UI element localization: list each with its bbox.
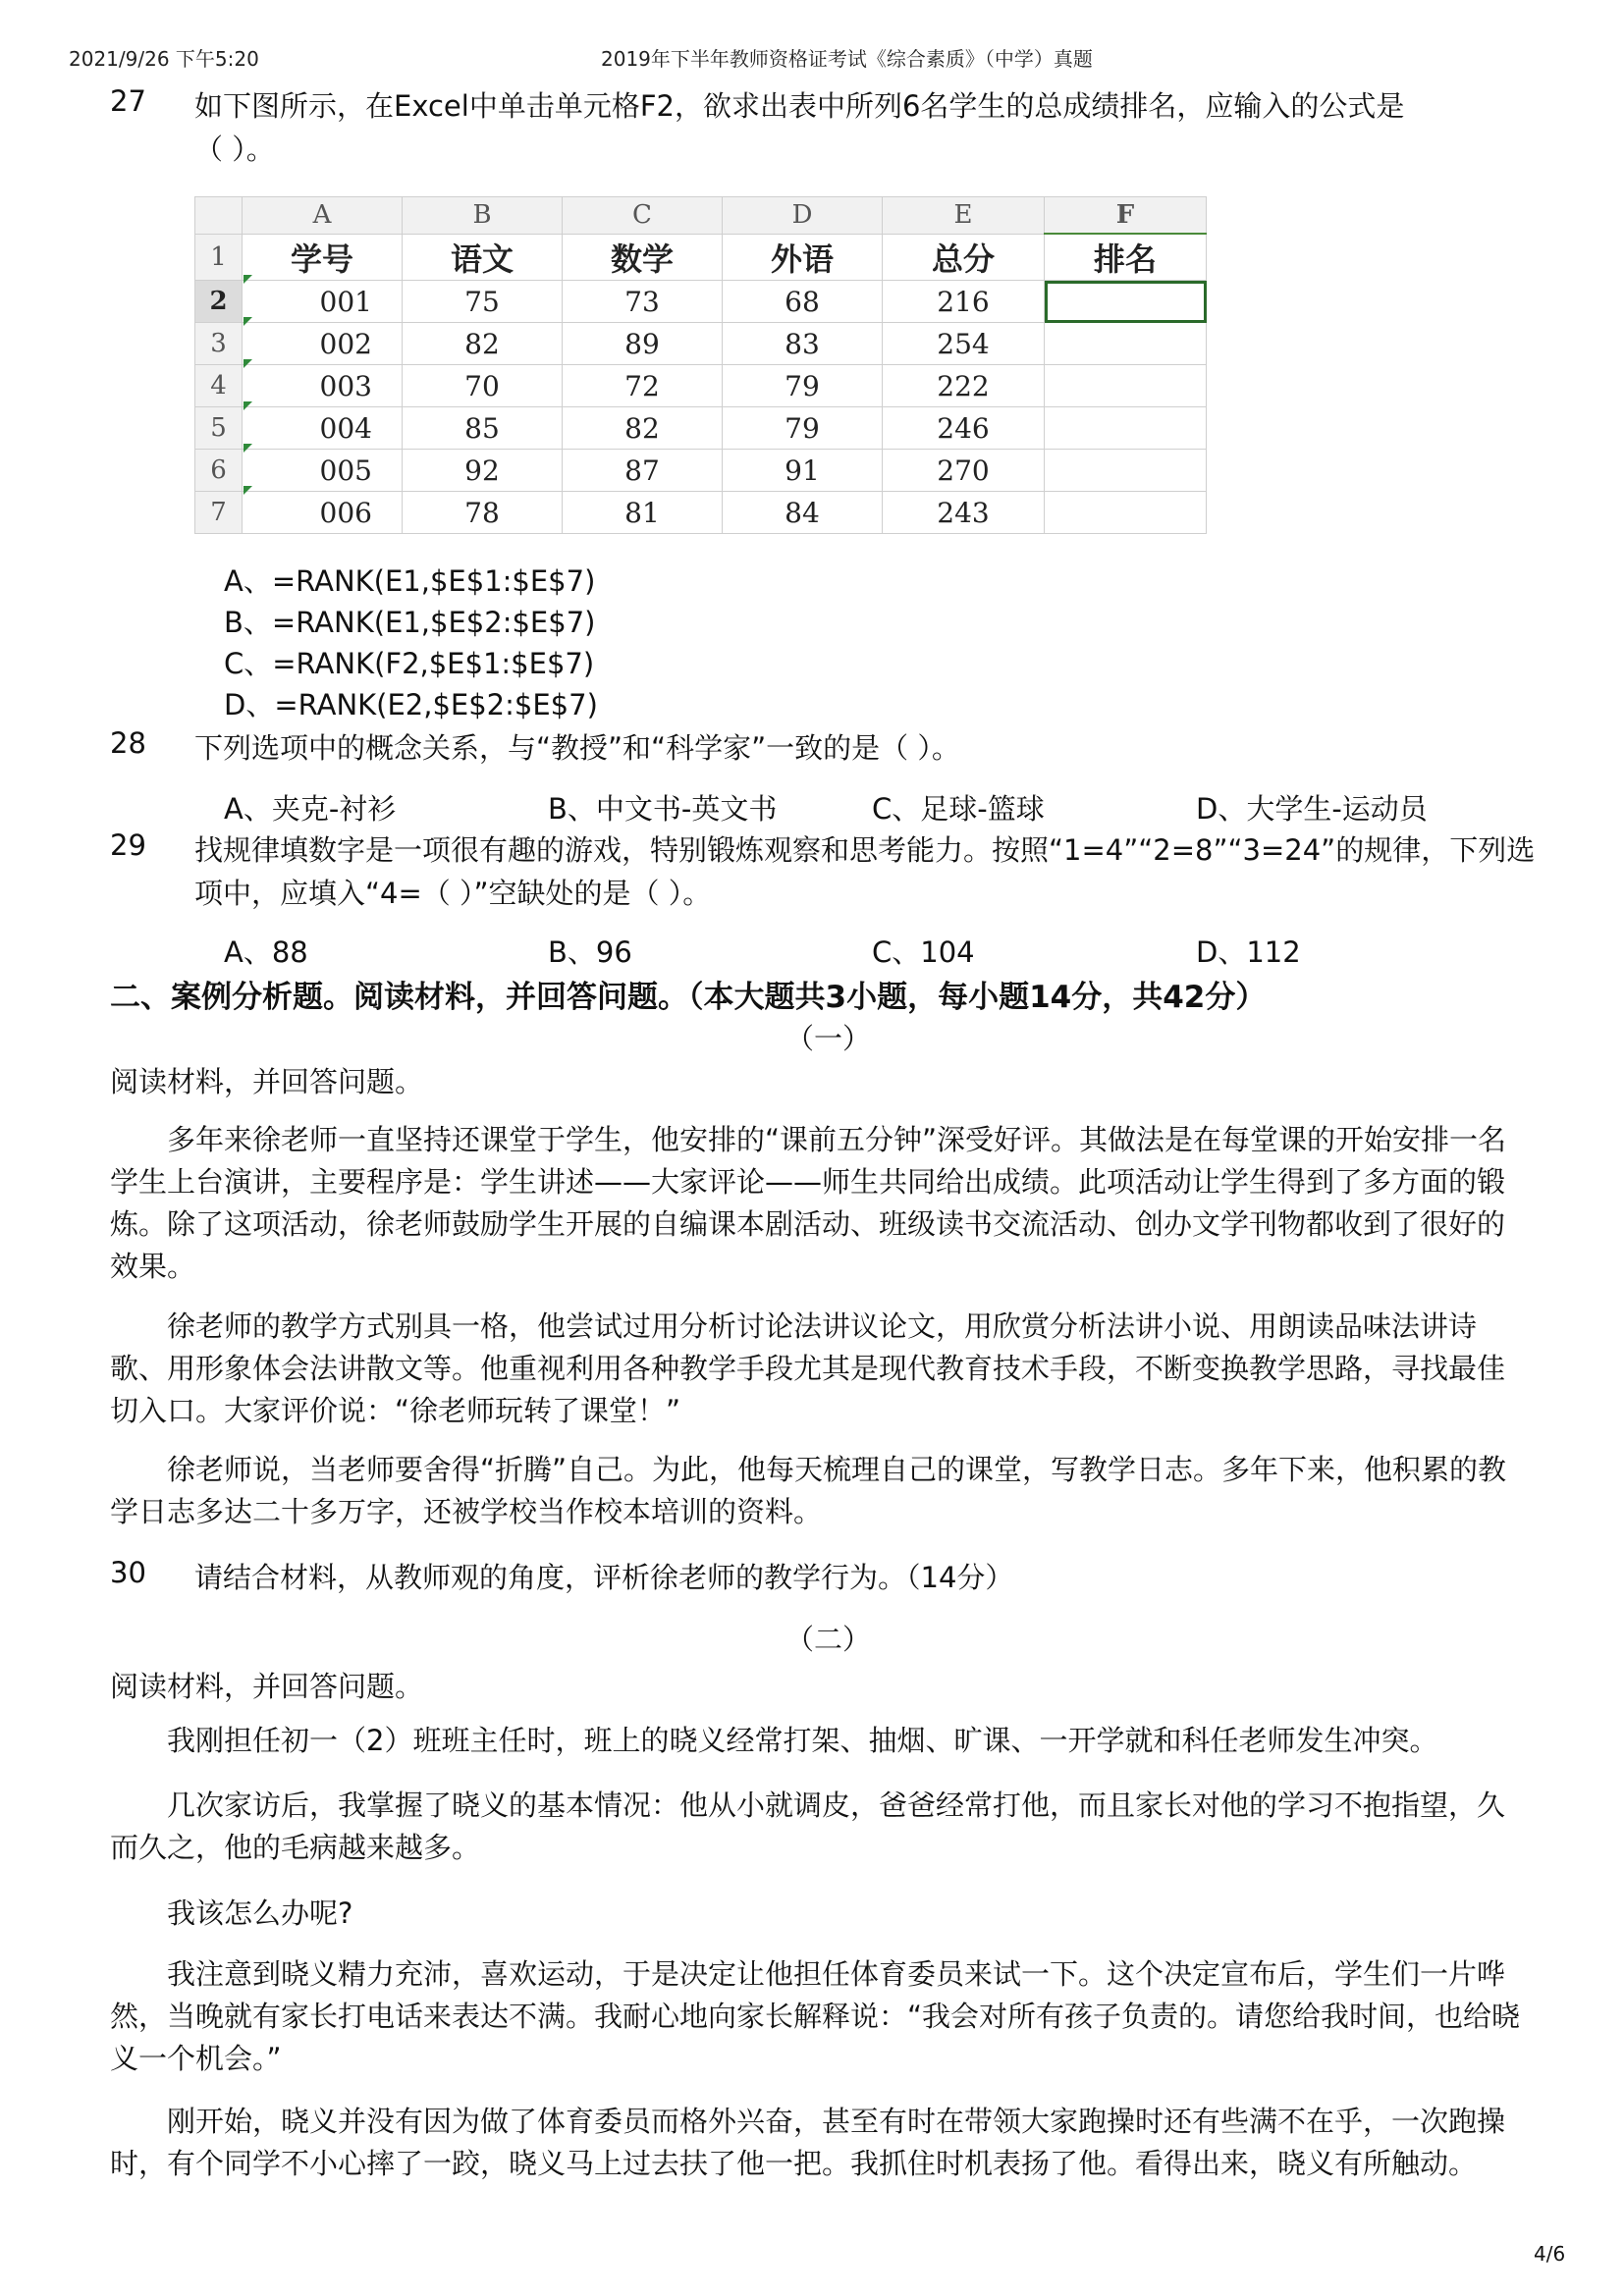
cell-c2[interactable]: 73 (563, 281, 723, 323)
column-header-f[interactable]: F (1045, 197, 1207, 235)
instruction-text: 阅读材料，并回答问题。 (110, 1065, 424, 1098)
option-c: C、104 (872, 935, 975, 969)
question-29-line2: 项中，应填入“4=（ ）”空缺处的是（ ）。 (194, 877, 712, 910)
cell-f3[interactable] (1045, 323, 1207, 365)
question-27-line2: （ ）。 (194, 133, 275, 166)
cell-c1[interactable]: 数学 (563, 234, 723, 281)
cell-d3[interactable]: 83 (723, 323, 883, 365)
table-row (195, 450, 1207, 492)
paragraph: 徐老师说，当老师要舍得“折腾”自己。为此，他每天梳理自己的课堂，写教学日志。多年下来，他积累的教学日志多达二十多万字，还被学校当作校本培训的资料。 (110, 1453, 1507, 1528)
table-row (195, 323, 1207, 365)
cell-a6[interactable]: 005 (243, 450, 403, 492)
paragraph: 徐老师的教学方式别具一格，他尝试过用分析讨论法讲议论文，用欣赏分析法讲小说、用朗读品味法讲诗歌、用形象体会法讲散文等。他重视利用各种教学手段尤其是现代教育技术手段，不断变换教学思路，寻找最佳切入口。大家评价说：“徐老师玩转了课堂！” (110, 1309, 1506, 1427)
question-number-28: 28 (110, 726, 146, 760)
cell-b3[interactable]: 82 (403, 323, 563, 365)
table-row (195, 281, 1207, 323)
cell-f5[interactable] (1045, 407, 1207, 450)
cell-c4[interactable]: 72 (563, 365, 723, 407)
paragraph: 刚开始，晓义并没有因为做了体育委员而格外兴奋，甚至有时在带领大家跑操时还有些满不在乎，一次跑操时，有个同学不小心摔了一跤，晓义马上过去扶了他一把。我抓住时机表扬了他。看得出来，晓义有所触动。 (110, 2105, 1506, 2180)
option-d: D、112 (1196, 935, 1301, 969)
text-format-indicator-icon (244, 317, 252, 326)
column-header-e[interactable]: E (883, 197, 1045, 235)
table-row (195, 365, 1207, 407)
option-c: C、足球-篮球 (872, 792, 1045, 826)
question-number-30: 30 (110, 1556, 146, 1589)
text-format-indicator-icon (244, 486, 252, 495)
cell-b4[interactable]: 70 (403, 365, 563, 407)
table-row (195, 407, 1207, 450)
cell-d5[interactable]: 79 (723, 407, 883, 450)
cell-e2[interactable]: 216 (883, 281, 1045, 323)
cell-a1[interactable]: 学号 (243, 234, 403, 281)
cell-d1[interactable]: 外语 (723, 234, 883, 281)
cell-e5[interactable]: 246 (883, 407, 1045, 450)
spreadsheet-grid (194, 196, 1207, 534)
option-a: A、=RANK(E1,$E$1:$E$7) (224, 564, 596, 598)
cell-e4[interactable]: 222 (883, 365, 1045, 407)
column-header-d[interactable]: D (723, 197, 883, 235)
option-b: B、96 (548, 935, 632, 969)
cell-b7[interactable]: 78 (403, 492, 563, 534)
text-format-indicator-icon (244, 401, 252, 410)
cell-a5[interactable]: 004 (243, 407, 403, 450)
print-datetime: 2021/9/26 下午5:20 (69, 47, 259, 71)
cell-a7[interactable]: 006 (243, 492, 403, 534)
row-header-3[interactable]: 3 (195, 323, 243, 365)
cell-e6[interactable]: 270 (883, 450, 1045, 492)
cell-f7[interactable] (1045, 492, 1207, 534)
text-format-indicator-icon (244, 275, 252, 284)
column-header-row (195, 197, 1207, 235)
cell-f6[interactable] (1045, 450, 1207, 492)
column-header-c[interactable]: C (563, 197, 723, 235)
cell-c7[interactable]: 81 (563, 492, 723, 534)
row-header-5[interactable]: 5 (195, 407, 243, 450)
row-header-1[interactable]: 1 (195, 234, 243, 281)
excel-spreadsheet (194, 196, 1206, 532)
row-header-7[interactable]: 7 (195, 492, 243, 534)
column-header-a[interactable]: A (243, 197, 403, 235)
option-d: D、=RANK(E2,$E$2:$E$7) (224, 688, 598, 721)
cell-a2[interactable]: 001 (243, 281, 403, 323)
part-label-2: （二） (785, 1623, 872, 1656)
option-a: A、夹克-衬衫 (224, 792, 397, 826)
option-a: A、88 (224, 935, 308, 969)
row-header-4[interactable]: 4 (195, 365, 243, 407)
cell-e1[interactable]: 总分 (883, 234, 1045, 281)
paragraph: 我注意到晓义精力充沛，喜欢运动，于是决定让他担任体育委员来试一下。这个决定宣布后，学生们一片哗然，当晚就有家长打电话来表达不满。我耐心地向家长解释说：“我会对所有孩子负责的。请您给我时间，也给晓义一个机会。” (110, 1957, 1521, 2075)
cell-c3[interactable]: 89 (563, 323, 723, 365)
paragraph: 几次家访后，我掌握了晓义的基本情况：他从小就调皮，爸爸经常打他，而且家长对他的学习不抱指望，久而久之，他的毛病越来越多。 (110, 1789, 1506, 1864)
cell-d7[interactable]: 84 (723, 492, 883, 534)
column-header-b[interactable]: B (403, 197, 563, 235)
question-29-line1: 找规律填数字是一项很有趣的游戏，特别锻炼观察和思考能力。按照“1=4”“2=8”“3=24”的规律，下列选 (194, 833, 1536, 867)
paragraph: 我刚担任初一（2）班班主任时，班上的晓义经常打架、抽烟、旷课、一开学就和科任老师发生冲突。 (167, 1724, 1438, 1757)
paragraph: 我该怎么办呢? (167, 1896, 353, 1930)
cell-d4[interactable]: 79 (723, 365, 883, 407)
cell-a3[interactable]: 002 (243, 323, 403, 365)
cell-b1[interactable]: 语文 (403, 234, 563, 281)
cell-e3[interactable]: 254 (883, 323, 1045, 365)
cell-d6[interactable]: 91 (723, 450, 883, 492)
cell-f4[interactable] (1045, 365, 1207, 407)
paragraph: 多年来徐老师一直坚持还课堂于学生，他安排的“课前五分钟”深受好评。其做法是在每堂课的开始安排一名学生上台演讲，主要程序是：学生讲述——大家评论——师生共同给出成绩。此项活动让学生得到了多方面的锻炼。除了这项活动，徐老师鼓励学生开展的自编课本剧活动、班级读书交流活动、创办文学刊物都收到了很好的效果。 (110, 1123, 1507, 1283)
table-row (195, 234, 1207, 281)
cell-d2[interactable]: 68 (723, 281, 883, 323)
cell-f2-selected[interactable] (1045, 281, 1207, 323)
document-title: 2019年下半年教师资格证考试《综合素质》（中学）真题 (601, 47, 1093, 71)
corner-cell[interactable] (195, 197, 243, 235)
option-d: D、大学生-运动员 (1196, 792, 1428, 826)
instruction-text: 阅读材料，并回答问题。 (110, 1670, 424, 1703)
cell-b2[interactable]: 75 (403, 281, 563, 323)
text-format-indicator-icon (244, 444, 252, 453)
option-c: C、=RANK(F2,$E$1:$E$7) (224, 647, 595, 680)
cell-c6[interactable]: 87 (563, 450, 723, 492)
option-b: B、=RANK(E1,$E$2:$E$7) (224, 606, 596, 639)
question-27-line1: 如下图所示，在Excel中单击单元格F2，欲求出表中所列6名学生的总成绩排名，应输入的公式是 (194, 89, 1405, 123)
table-row (195, 492, 1207, 534)
question-30-text: 请结合材料，从教师观的角度，评析徐老师的教学行为。（14分） (194, 1561, 1014, 1594)
cell-f1[interactable]: 排名 (1045, 234, 1207, 281)
cell-e7[interactable]: 243 (883, 492, 1045, 534)
cell-b5[interactable]: 85 (403, 407, 563, 450)
option-b: B、中文书-英文书 (548, 792, 778, 826)
text-format-indicator-icon (244, 359, 252, 368)
question-number-29: 29 (110, 828, 146, 862)
row-header-6[interactable]: 6 (195, 450, 243, 492)
cell-c5[interactable]: 82 (563, 407, 723, 450)
question-28-text: 下列选项中的概念关系，与“教授”和“科学家”一致的是（ ）。 (194, 731, 960, 765)
row-header-2[interactable]: 2 (195, 281, 243, 323)
page-number: 4/6 (1534, 2242, 1566, 2266)
section-heading: 二、案例分析题。阅读材料，并回答问题。（本大题共3小题，每小题14分，共42分） (110, 980, 1267, 1015)
cell-a4[interactable]: 003 (243, 365, 403, 407)
cell-b6[interactable]: 92 (403, 450, 563, 492)
part-label-1: （一） (785, 1022, 872, 1055)
question-number-27: 27 (110, 84, 146, 118)
